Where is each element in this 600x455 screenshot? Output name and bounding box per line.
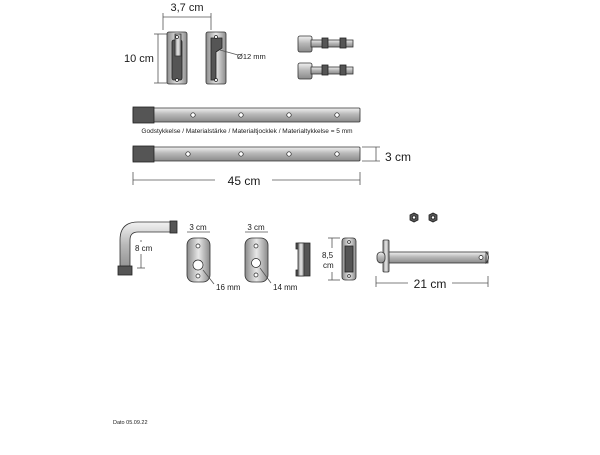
date-label: Dato 05.09.22: [113, 420, 148, 426]
pin-height-label: 8 cm: [135, 244, 153, 253]
plate1-hole-label: 16 mm: [216, 283, 241, 292]
hinge-pin-upper: [298, 36, 353, 52]
hole-diameter-label: Ø12 mm: [237, 52, 266, 61]
keeper-height-label: 8,5: [322, 251, 334, 260]
material-thickness-caption: Godstykkelse / Materialstärke / Materialtjocklek / Materialtykkelse = 5 mm: [141, 128, 353, 135]
threaded-bolt: [377, 240, 489, 272]
plate2-width-label: 3 cm: [247, 223, 265, 232]
latch-width-label: 3,7 cm: [170, 2, 204, 14]
latch-height-dimension: [154, 34, 168, 83]
keeper-height-unit: cm: [323, 261, 334, 270]
nut-right: [429, 213, 437, 222]
strap-length-label: 45 cm: [227, 174, 261, 188]
mounting-plate-14mm: [245, 238, 268, 282]
latch-front-view: [167, 32, 187, 84]
strap-height-dimension: [362, 147, 380, 161]
hinge-pin-lower: [298, 63, 353, 79]
mounting-plate-16mm: [187, 238, 210, 282]
latch-height-label: 10 cm: [124, 53, 154, 65]
bolt-length-label: 21 cm: [413, 277, 447, 291]
u-bracket: [296, 243, 310, 276]
nut-left: [410, 213, 418, 222]
strap-hinge-upper: [133, 107, 360, 123]
strap-height-label: 3 cm: [385, 150, 412, 164]
strap-hinge-lower: [133, 146, 360, 162]
latch-side-view: [206, 32, 226, 84]
plate1-width-label: 3 cm: [189, 223, 207, 232]
keeper-plate: [342, 238, 356, 280]
latch-width-dimension: [163, 13, 211, 30]
plate2-hole-label: 14 mm: [273, 283, 298, 292]
